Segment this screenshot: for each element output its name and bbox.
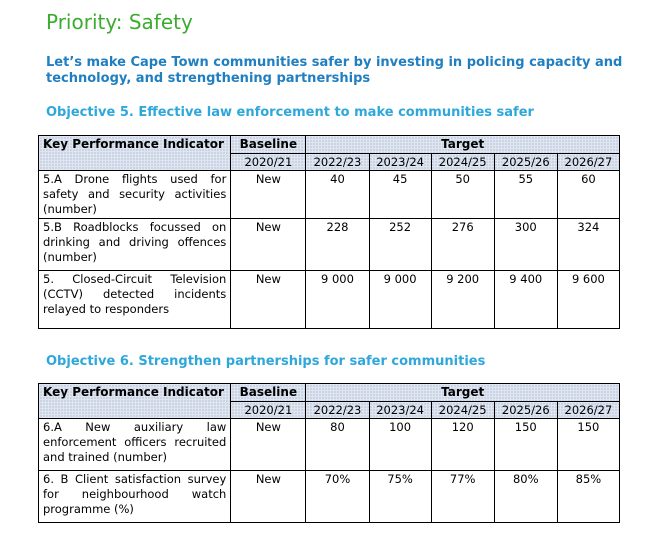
target-cell: 40 xyxy=(306,171,369,219)
target-year: 2024/25 xyxy=(431,402,494,419)
target-year: 2026/27 xyxy=(557,402,619,419)
target-cell: 9 200 xyxy=(431,271,494,329)
table-row xyxy=(39,471,620,523)
target-year: 2022/23 xyxy=(306,154,369,171)
target-cell: 300 xyxy=(494,219,557,271)
target-cell: 80% xyxy=(494,471,557,523)
baseline-cell: New xyxy=(231,419,306,471)
baseline-cell: New xyxy=(231,171,306,219)
target-cell: 80 xyxy=(306,419,369,471)
target-year: 2024/25 xyxy=(431,154,494,171)
target-cell: 9 400 xyxy=(494,271,557,329)
table-row xyxy=(39,219,620,271)
kpi-header: Key Performance Indicator xyxy=(39,384,231,419)
objective-6-table xyxy=(38,383,620,523)
target-cell: 50 xyxy=(431,171,494,219)
table-row xyxy=(39,419,620,471)
kpi-cell: 5. Closed-Circuit Television (CCTV) detected incidents relayed to responders xyxy=(39,271,231,329)
target-header: Target xyxy=(306,384,620,402)
target-cell: 9 000 xyxy=(369,271,431,329)
baseline-header: Baseline xyxy=(231,384,306,402)
target-cell: 9 000 xyxy=(306,271,369,329)
table-row xyxy=(39,271,620,329)
target-cell: 75% xyxy=(369,471,431,523)
intro-statement: Let’s make Cape Town communities safer by investing in policing capacity and technology, and strengthening partnerships xyxy=(46,55,623,86)
target-year: 2025/26 xyxy=(494,154,557,171)
target-cell: 9 600 xyxy=(557,271,619,329)
objective-5-heading: Objective 5. Effective law enforcement to make communities safer xyxy=(46,105,534,120)
kpi-cell: 6.A New auxiliary law enforcement officers recruited and trained (number) xyxy=(39,419,231,471)
target-cell: 60 xyxy=(557,171,619,219)
kpi-header: Key Performance Indicator xyxy=(39,136,231,171)
target-cell: 77% xyxy=(431,471,494,523)
page-title: Priority: Safety xyxy=(46,10,193,34)
baseline-year: 2020/21 xyxy=(231,154,306,171)
baseline-cell: New xyxy=(231,219,306,271)
target-cell: 70% xyxy=(306,471,369,523)
target-cell: 85% xyxy=(557,471,619,523)
target-year: 2022/23 xyxy=(306,402,369,419)
target-cell: 55 xyxy=(494,171,557,219)
target-year: 2023/24 xyxy=(369,402,431,419)
kpi-cell: 5.A Drone flights used for safety and security activities (number) xyxy=(39,171,231,219)
target-cell: 45 xyxy=(369,171,431,219)
objective-6-heading: Objective 6. Strengthen partnerships for safer communities xyxy=(46,354,486,369)
objective-5-table xyxy=(38,135,620,329)
baseline-cell: New xyxy=(231,471,306,523)
table-row xyxy=(39,171,620,219)
baseline-header: Baseline xyxy=(231,136,306,154)
kpi-cell: 5.B Roadblocks focussed on drinking and driving offences (number) xyxy=(39,219,231,271)
target-cell: 150 xyxy=(494,419,557,471)
baseline-cell: New xyxy=(231,271,306,329)
target-year: 2025/26 xyxy=(494,402,557,419)
target-year: 2023/24 xyxy=(369,154,431,171)
baseline-year: 2020/21 xyxy=(231,402,306,419)
target-cell: 150 xyxy=(557,419,619,471)
target-header: Target xyxy=(306,136,620,154)
target-cell: 324 xyxy=(557,219,619,271)
target-cell: 120 xyxy=(431,419,494,471)
target-year: 2026/27 xyxy=(557,154,619,171)
target-cell: 252 xyxy=(369,219,431,271)
target-cell: 100 xyxy=(369,419,431,471)
target-cell: 276 xyxy=(431,219,494,271)
target-cell: 228 xyxy=(306,219,369,271)
kpi-cell: 6. B Client satisfaction survey for neighbourhood watch programme (%) xyxy=(39,471,231,523)
